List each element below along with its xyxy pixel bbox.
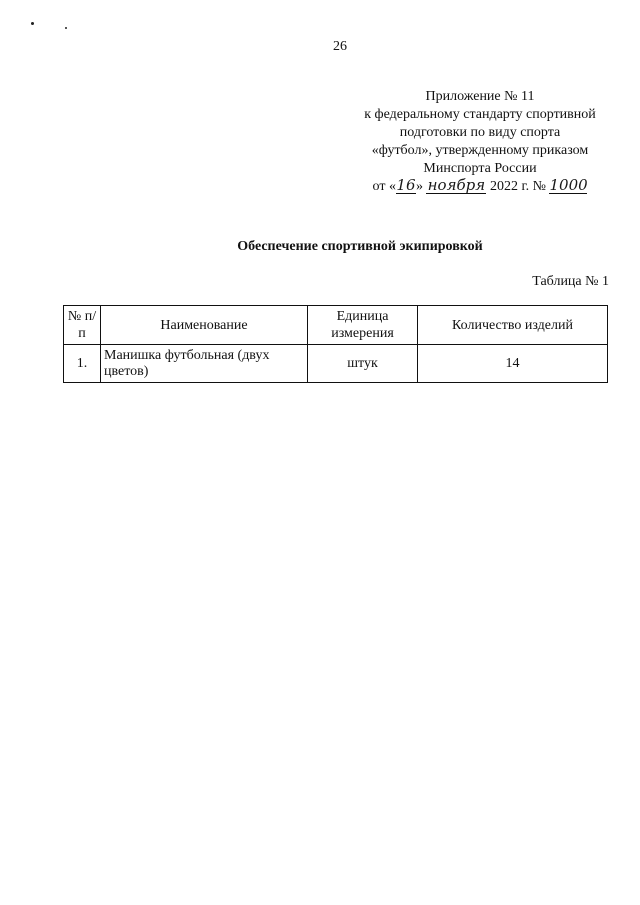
appendix-line: подготовки по виду спорта xyxy=(399,125,561,140)
document-title: Обеспечение спортивной экипировкой xyxy=(237,239,483,254)
table-row xyxy=(64,345,608,383)
appendix-line: Приложение № 11 xyxy=(425,89,535,104)
cell-name: Манишка футбольная (двух цветов) xyxy=(101,345,308,383)
scan-speck xyxy=(65,27,67,29)
handwritten-order-number: 1000 xyxy=(549,176,588,194)
cell-num: 1. xyxy=(64,345,101,383)
date-year: 2022 г. № xyxy=(489,179,546,194)
date-prefix: от « xyxy=(372,179,396,194)
header-unit: Единица измерения xyxy=(308,306,418,345)
appendix-line: к федеральному стандарту спортивной xyxy=(364,107,596,122)
order-date-line xyxy=(330,178,630,196)
appendix-block xyxy=(330,88,630,196)
header-qty: Количество изделий xyxy=(418,306,608,345)
handwritten-month: ноября xyxy=(427,176,486,194)
page-number: 26 xyxy=(333,39,347,54)
scan-speck xyxy=(31,22,34,25)
header-name: Наименование xyxy=(101,306,308,345)
appendix-line: «футбол», утвержденному приказом xyxy=(371,143,589,158)
cell-qty: 14 xyxy=(418,345,608,383)
cell-unit: штук xyxy=(308,345,418,383)
table-number: Таблица № 1 xyxy=(532,274,609,289)
table-header-row xyxy=(64,306,608,345)
handwritten-day: 16 xyxy=(396,176,416,194)
date-mid: » xyxy=(415,179,423,194)
equipment-table xyxy=(63,305,608,383)
header-num: № п/п xyxy=(64,306,101,345)
appendix-line: Минспорта России xyxy=(423,161,537,176)
